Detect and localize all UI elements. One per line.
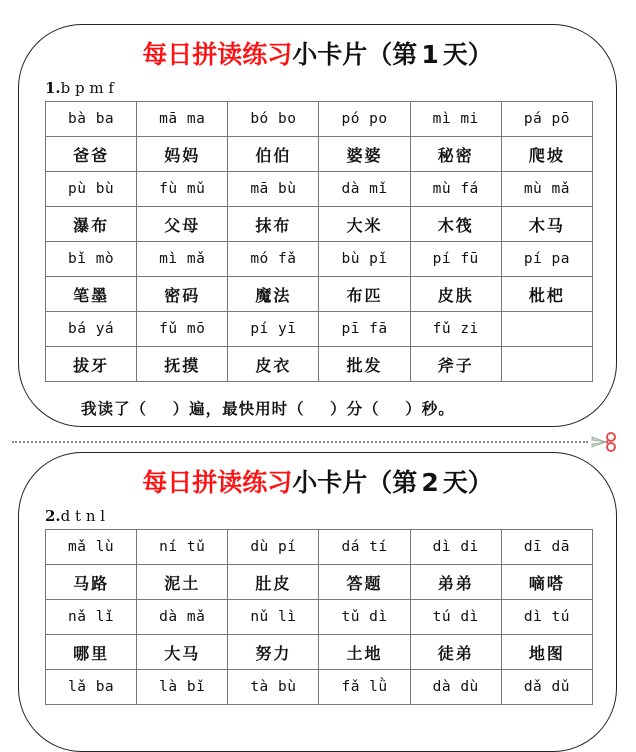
- hanzi-cell: 爸爸: [46, 137, 137, 172]
- pinyin-cell: dà mǐ: [319, 172, 410, 207]
- practice-card-day-1: [18, 24, 617, 427]
- hanzi-row: [46, 277, 593, 312]
- pinyin-row: [46, 172, 593, 207]
- day-number: 1: [421, 40, 439, 69]
- hanzi-cell: 土地: [319, 635, 410, 670]
- hanzi-cell: 木筏: [410, 207, 501, 242]
- hanzi-cell: 努力: [228, 635, 319, 670]
- pinyin-cell: fǔ zi: [410, 312, 501, 347]
- pinyin-cell: dī dā: [501, 530, 592, 565]
- pinyin-cell: mǎ lù: [46, 530, 137, 565]
- pinyin-cell: dù pí: [228, 530, 319, 565]
- hanzi-cell: 伯伯: [228, 137, 319, 172]
- day-prefix: 第: [392, 468, 418, 497]
- card-title-red: 每日拼读练习: [142, 468, 293, 497]
- pinyin-row: [46, 530, 593, 565]
- pinyin-cell: fù mǔ: [137, 172, 228, 207]
- pinyin-cell: mā ma: [137, 102, 228, 137]
- hanzi-cell: 抹布: [228, 207, 319, 242]
- pinyin-cell: dà mǎ: [137, 600, 228, 635]
- pinyin-cell: fǎ lǜ: [319, 670, 410, 705]
- card-title-black: 小卡片（: [292, 468, 393, 497]
- hanzi-cell: 皮衣: [228, 347, 319, 382]
- section-label: [45, 79, 114, 97]
- pinyin-cell: mā bù: [228, 172, 319, 207]
- hanzi-cell: 枇杷: [501, 277, 592, 312]
- pinyin-cell: pù bù: [46, 172, 137, 207]
- pinyin-cell: pá pō: [501, 102, 592, 137]
- pinyin-cell: mù fá: [410, 172, 501, 207]
- hanzi-row: [46, 635, 593, 670]
- hanzi-cell: 木马: [501, 207, 592, 242]
- pinyin-cell: pí pa: [501, 242, 592, 277]
- card-title: [19, 463, 616, 499]
- hanzi-cell: 布匹: [319, 277, 410, 312]
- hanzi-cell: 父母: [137, 207, 228, 242]
- hanzi-cell: 地图: [501, 635, 592, 670]
- hanzi-cell: 瀑布: [46, 207, 137, 242]
- pinyin-cell: [501, 312, 592, 347]
- pinyin-cell: mì mǎ: [137, 242, 228, 277]
- card-title: [19, 35, 616, 71]
- hanzi-row: [46, 347, 593, 382]
- pinyin-cell: bǐ mò: [46, 242, 137, 277]
- card-title-red: 每日拼读练习: [142, 40, 293, 69]
- hanzi-row: [46, 137, 593, 172]
- pinyin-table: [45, 101, 593, 382]
- pinyin-cell: tà bù: [228, 670, 319, 705]
- pinyin-row: [46, 312, 593, 347]
- hanzi-cell: 批发: [319, 347, 410, 382]
- day-suffix: 天）: [442, 468, 493, 497]
- pinyin-cell: bá yá: [46, 312, 137, 347]
- day-suffix: 天）: [442, 40, 493, 69]
- pinyin-cell: dì di: [410, 530, 501, 565]
- pinyin-cell: tǔ dì: [319, 600, 410, 635]
- pinyin-cell: mì mi: [410, 102, 501, 137]
- pinyin-cell: tú dì: [410, 600, 501, 635]
- pinyin-row: [46, 102, 593, 137]
- pinyin-cell: pí yī: [228, 312, 319, 347]
- hanzi-cell: 斧子: [410, 347, 501, 382]
- pinyin-cell: nǔ lì: [228, 600, 319, 635]
- hanzi-cell: 婆婆: [319, 137, 410, 172]
- hanzi-cell: 弟弟: [410, 565, 501, 600]
- section-letters: d t n l: [60, 507, 106, 525]
- pinyin-cell: bà ba: [46, 102, 137, 137]
- scissors-icon: [590, 431, 620, 453]
- practice-card-day-2: [18, 452, 617, 752]
- hanzi-cell: 秘密: [410, 137, 501, 172]
- pinyin-cell: bó bo: [228, 102, 319, 137]
- hanzi-cell: 妈妈: [137, 137, 228, 172]
- pinyin-cell: pó po: [319, 102, 410, 137]
- hanzi-cell: 嘀嗒: [501, 565, 592, 600]
- reading-record-line: 我读了（ ）遍，最快用时（ ）分（ ）秒。: [81, 399, 455, 418]
- pinyin-cell: ní tǔ: [137, 530, 228, 565]
- section-number: 2.: [45, 507, 61, 525]
- pinyin-row: [46, 670, 593, 705]
- pinyin-cell: dì tú: [501, 600, 592, 635]
- pinyin-cell: pí fū: [410, 242, 501, 277]
- hanzi-cell: 徒弟: [410, 635, 501, 670]
- cut-line-divider: [12, 441, 588, 443]
- pinyin-cell: dǎ dǔ: [501, 670, 592, 705]
- hanzi-cell: 抚摸: [137, 347, 228, 382]
- pinyin-cell: là bǐ: [137, 670, 228, 705]
- hanzi-cell: 拔牙: [46, 347, 137, 382]
- card-title-black: 小卡片（: [292, 40, 393, 69]
- hanzi-cell: [501, 347, 592, 382]
- day-prefix: 第: [392, 40, 418, 69]
- day-number: 2: [421, 468, 439, 497]
- pinyin-cell: fǔ mō: [137, 312, 228, 347]
- hanzi-cell: 泥土: [137, 565, 228, 600]
- pinyin-cell: lǎ ba: [46, 670, 137, 705]
- section-number: 1.: [45, 79, 61, 97]
- hanzi-cell: 大马: [137, 635, 228, 670]
- pinyin-cell: mó fǎ: [228, 242, 319, 277]
- pinyin-cell: dà dù: [410, 670, 501, 705]
- hanzi-row: [46, 565, 593, 600]
- hanzi-cell: 哪里: [46, 635, 137, 670]
- hanzi-cell: 答题: [319, 565, 410, 600]
- section-label: [45, 507, 105, 525]
- pinyin-cell: nǎ lǐ: [46, 600, 137, 635]
- hanzi-cell: 魔法: [228, 277, 319, 312]
- hanzi-cell: 大米: [319, 207, 410, 242]
- pinyin-table: [45, 529, 593, 705]
- hanzi-cell: 肚皮: [228, 565, 319, 600]
- pinyin-cell: mù mǎ: [501, 172, 592, 207]
- pinyin-row: [46, 600, 593, 635]
- hanzi-cell: 皮肤: [410, 277, 501, 312]
- pinyin-cell: pī fā: [319, 312, 410, 347]
- hanzi-cell: 笔墨: [46, 277, 137, 312]
- hanzi-cell: 爬坡: [501, 137, 592, 172]
- pinyin-cell: dá tí: [319, 530, 410, 565]
- hanzi-cell: 马路: [46, 565, 137, 600]
- pinyin-cell: bù pǐ: [319, 242, 410, 277]
- pinyin-row: [46, 242, 593, 277]
- hanzi-cell: 密码: [137, 277, 228, 312]
- hanzi-row: [46, 207, 593, 242]
- section-letters: b p m f: [60, 79, 114, 97]
